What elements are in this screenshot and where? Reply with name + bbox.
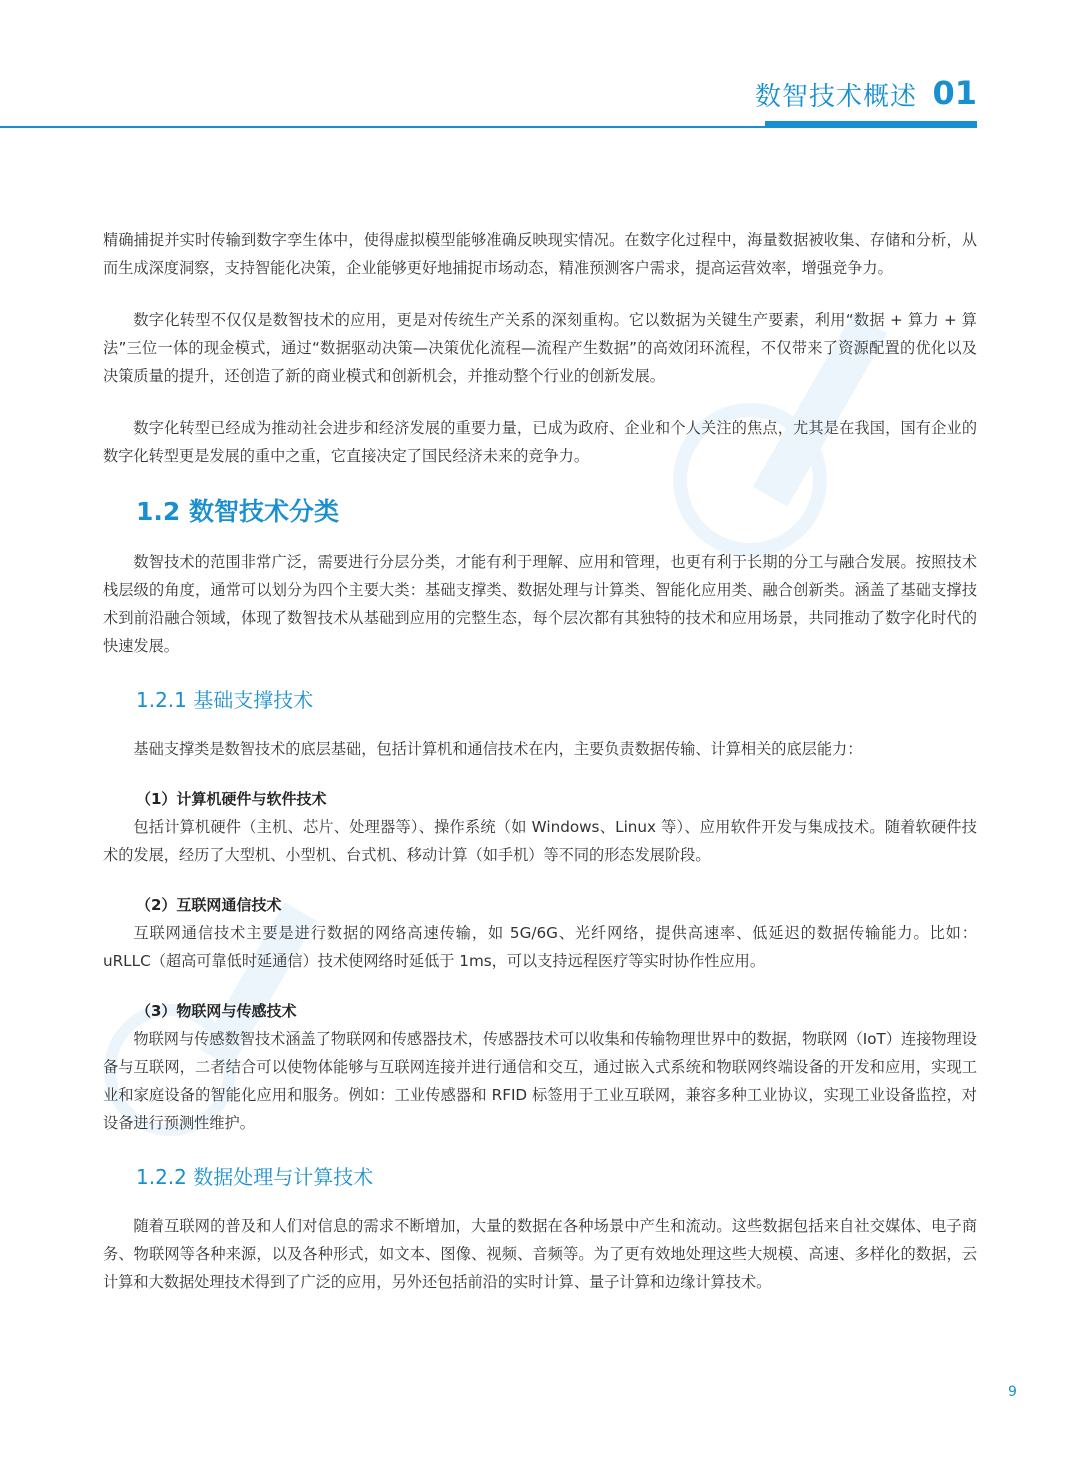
- subsection-heading-1: 1.2.1 基础支撑技术: [136, 688, 314, 712]
- subsection-2-paragraph: 随着互联网的普及和人们对信息的需求不断增加，大量的数据在各种场景中产生和流动。这些数据包括来自社交媒体、电子商务、物联网等各种来源，以及各种形式，如文本、图像、视频、音频等。为了更有效地处理这些大规模、高速、多样化的数据，云计算和大数据处理技术得到了广泛的应用，另外还包括前沿的实时计算、量子计算和边缘计算技术。: [103, 1217, 977, 1291]
- chapter-title: 数智技术概述: [754, 82, 917, 112]
- item-text-1: 包括计算机硬件（主机、芯片、处理器等）、操作系统（如 Windows、Linux 等）、应用软件开发与集成技术。随着软硬件技术的发展，经历了大型机、小型机、台式机、移动计算（如手机）等不同的形态发展阶段。: [103, 818, 977, 864]
- subsection-intro: 基础支撑类是数智技术的底层基础，包括计算机和通信技术在内，主要负责数据传输、计算相关的底层能力：: [133, 740, 863, 758]
- section-heading: 1.2 数智技术分类: [136, 497, 339, 526]
- header-accent-bar: [765, 121, 977, 128]
- page-number: 9: [1008, 1384, 1017, 1400]
- item-title-3: （3）物联网与传感技术: [136, 1002, 297, 1020]
- item-text-2: 互联网通信技术主要是进行数据的网络高速传输，如 5G/6G、光纤网络，提供高速率、低延迟的数据传输能力。比如：uRLLC（超高可靠低时延通信）技术使网络时延低于 1ms，可以支持远程医疗等实时协作性应用。: [103, 924, 977, 970]
- item-title-2: （2）互联网通信技术: [136, 896, 282, 914]
- intro-paragraph-3: 数字化转型已经成为推动社会进步和经济发展的重要力量，已成为政府、企业和个人关注的焦点，尤其是在我国，国有企业的数字化转型更是发展的重中之重，它直接决定了国民经济未来的竞争力。: [103, 419, 977, 465]
- item-text-3: 物联网与传感数智技术涵盖了物联网和传感器技术，传感器技术可以收集和传输物理世界中的数据，物联网（IoT）连接物理设备与互联网，二者结合可以使物体能够与互联网连接并进行通信和交互，通过嵌入式系统和物联网终端设备的开发和应用，实现工业和家庭设备的智能化应用和服务。例如：工业传感器和 RFID 标签用于工业互联网，兼容多种工业协议，实现工业设备监控，对设备进行预测性维护。: [103, 1030, 977, 1132]
- section-paragraph: 数智技术的范围非常广泛，需要进行分层分类，才能有利于理解、应用和管理，也更有利于长期的分工与融合发展。按照技术栈层级的角度，通常可以划分为四个主要大类：基础支撑类、数据处理与计算类、智能化应用类、融合创新类。涵盖了基础支撑技术到前沿融合领域，体现了数智技术从基础到应用的完整生态，每个层次都有其独特的技术和应用场景，共同推动了数字化时代的快速发展。: [103, 553, 977, 655]
- intro-paragraph-1: 精确捕捉并实时传输到数字孪生体中，使得虚拟模型能够准确反映现实情况。在数字化过程中，海量数据被收集、存储和分析，从而生成深度洞察，支持智能化决策，企业能够更好地捕捉市场动态，精准预测客户需求，提高运营效率，增强竞争力。: [103, 231, 977, 277]
- chapter-number: 01: [932, 74, 977, 112]
- item-title-1: （1）计算机硬件与软件技术: [136, 790, 327, 808]
- intro-paragraph-2: 数字化转型不仅仅是数智技术的应用，更是对传统生产关系的深刻重构。它以数据为关键生产要素，利用“数据 + 算力 + 算法”三位一体的现金模式，通过“数据驱动决策—决策优化流程—流程产生数据”的高效闭环流程，不仅带来了资源配置的优化以及决策质量的提升，还创造了新的商业模式和创新机会，并推动整个行业的创新发展。: [103, 311, 977, 385]
- page-content: [103, 226, 977, 1296]
- subsection-heading-2: 1.2.2 数据处理与计算技术: [136, 1165, 374, 1189]
